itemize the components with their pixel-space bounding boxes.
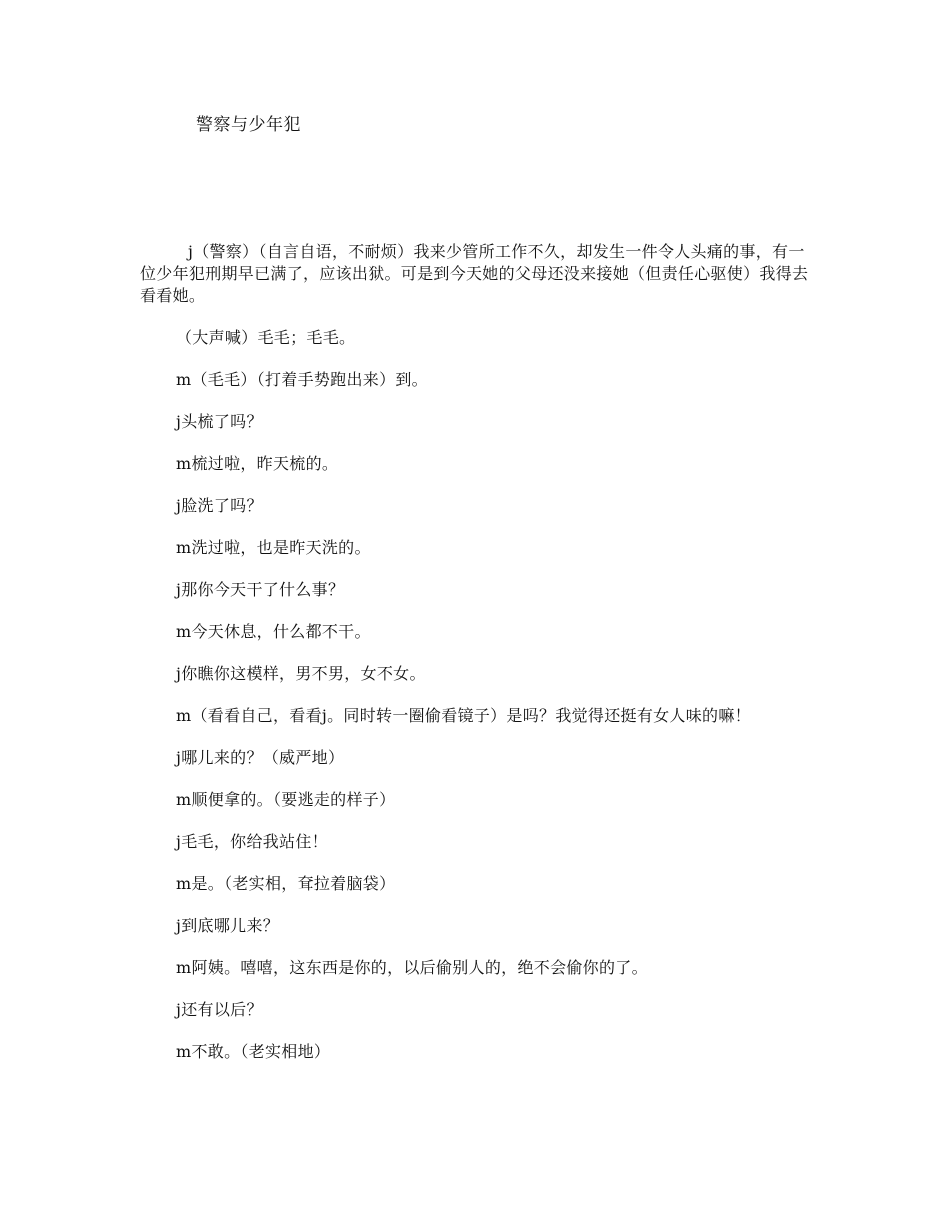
paragraph: j脸洗了吗？ (176, 496, 263, 515)
paragraph: j还有以后？ (176, 1000, 263, 1019)
paragraph: m阿姨。嘻嘻，这东西是你的，以后偷别人的，绝不会偷你的了。 (176, 958, 648, 977)
paragraph: m不敢。（老实相地） (176, 1042, 331, 1061)
paragraph: j到底哪儿来？ (176, 916, 280, 935)
paragraph: j（警察）（自言自语，不耐烦）我来少管所工作不久，却发生一件令人头痛的事，有一位少年犯刑期早已满了，应该出狱。可是到今天她的父母还没来接她（但责任心驱使）我得去看看她。 (140, 242, 809, 305)
paragraph: m（毛毛）（打着手势跑出来）到。 (176, 370, 428, 389)
paragraph: m（看看自己，看看j。同时转一圈偷看镜子）是吗？我觉得还挺有女人味的嘛！ (176, 706, 751, 725)
paragraph: （大声喊）毛毛；毛毛。 (176, 328, 356, 347)
paragraph: m顺便拿的。（要逃走的样子） (176, 790, 396, 809)
paragraph: m梳过啦，昨天梳的。 (176, 454, 339, 473)
document-title: 警察与少年犯 (196, 115, 301, 135)
script-body (140, 241, 810, 1083)
paragraph: j哪儿来的？（威严地） (176, 748, 345, 767)
paragraph: m洗过啦，也是昨天洗的。 (176, 538, 371, 557)
paragraph: m是。（老实相，耷拉着脑袋） (176, 874, 396, 893)
paragraph: m今天休息，什么都不干。 (176, 622, 371, 641)
paragraph: j那你今天干了什么事？ (176, 580, 345, 599)
paragraph: j头梳了吗？ (176, 412, 263, 431)
paragraph: j你瞧你这模样，男不男，女不女。 (176, 664, 426, 683)
paragraph: j毛毛，你给我站住！ (176, 832, 328, 851)
